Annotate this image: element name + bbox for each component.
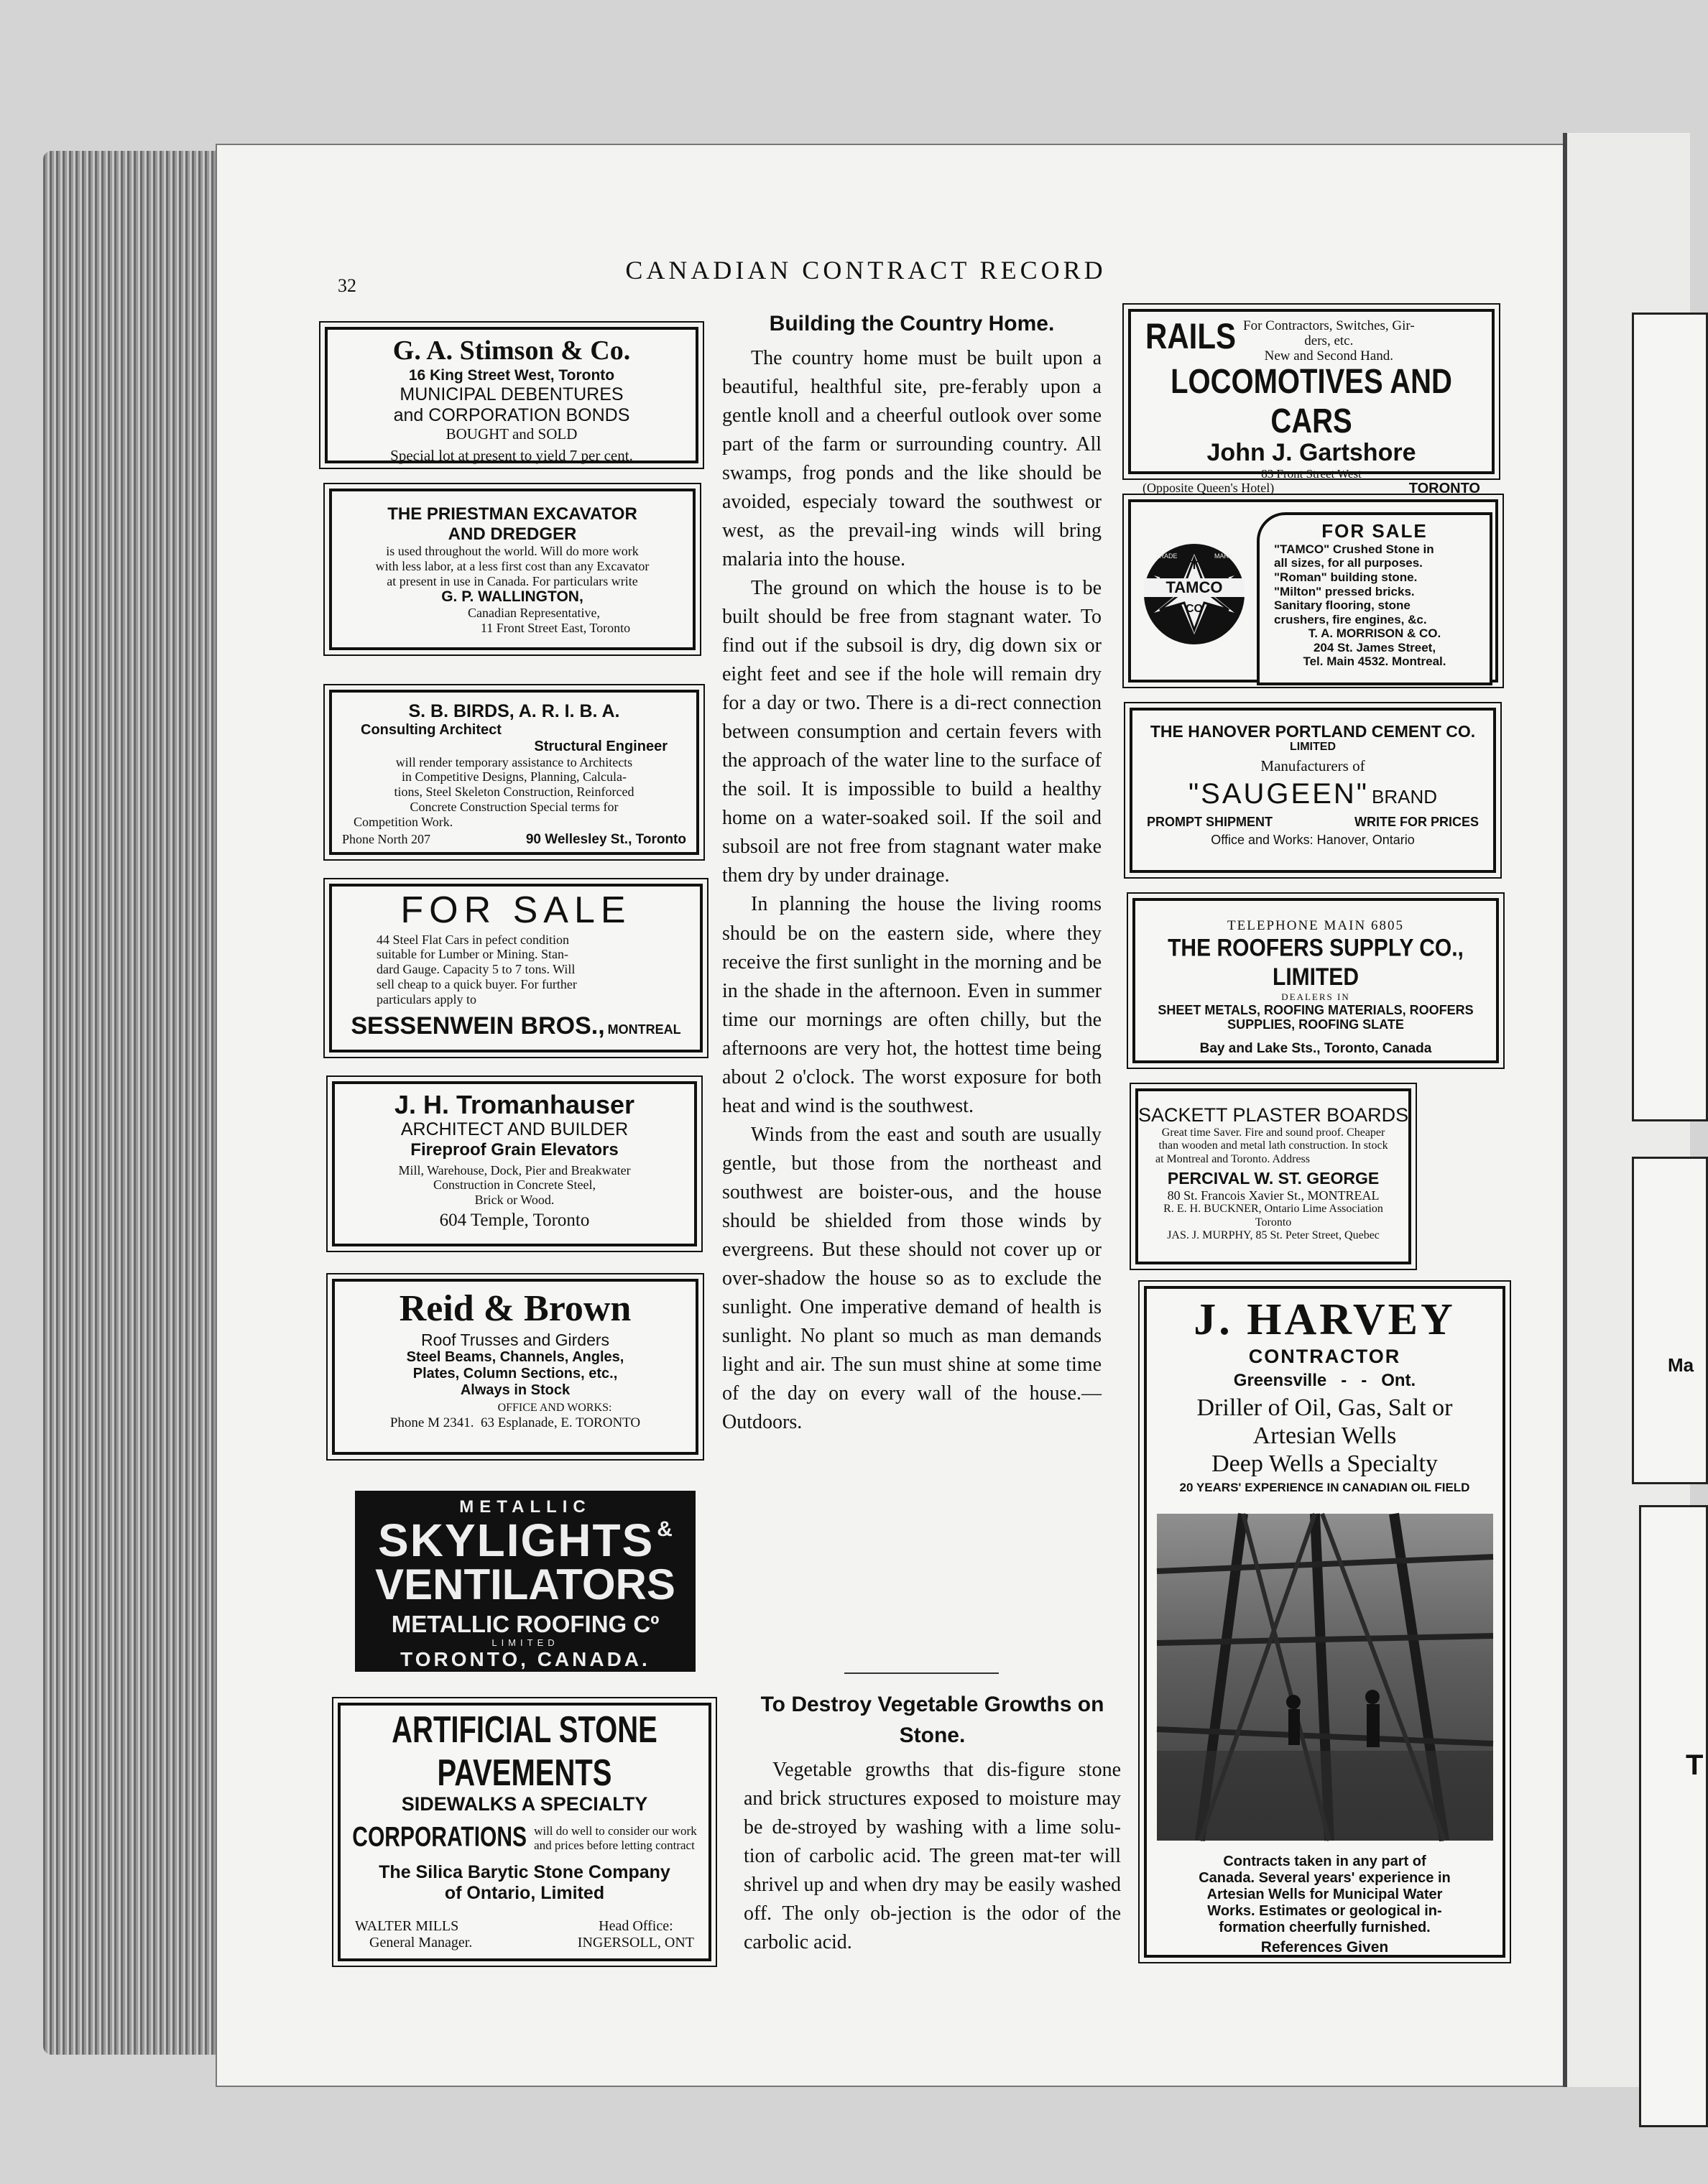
ad-text: (Opposite Queen's Hotel) — [1142, 481, 1275, 496]
ad-text: will do well to consider our work — [534, 1824, 697, 1838]
ad-company-name: G. A. Stimson & Co. — [392, 336, 631, 366]
ad-text: Works. Estimates or geological in- — [1207, 1902, 1442, 1919]
ad-tamco — [1128, 499, 1498, 682]
ad-title: AND DREDGER — [448, 524, 577, 544]
ad-rails — [1128, 309, 1495, 497]
ad-tromanhauser — [332, 1081, 697, 1246]
ad-text: WRITE FOR PRICES — [1354, 814, 1479, 829]
ad-address: 204 St. James Street, — [1313, 640, 1436, 654]
ad-text: "Roman" building stone. — [1274, 570, 1418, 584]
tamco-logo-letter: T — [1191, 560, 1198, 572]
ad-city: Toronto — [1255, 1216, 1292, 1228]
ad-text: Head Office: — [599, 1917, 673, 1934]
ad-company-name: T. A. MORRISON & CO. — [1308, 626, 1441, 641]
ad-text: Steel Beams, Channels, Angles, — [406, 1349, 624, 1366]
ad-company-name: THE ROOFERS SUPPLY CO., LIMITED — [1168, 934, 1464, 991]
ad-city: MONTREAL — [607, 1022, 681, 1037]
ad-agent: R. E. H. BUCKNER, Ontario Lime Association — [1163, 1203, 1383, 1216]
ad-title: SKYLIGHTS — [378, 1514, 655, 1566]
ad-city: Greensville - - Ont. — [1233, 1371, 1416, 1391]
ad-text: Great time Saver. Fire and sound proof. Cheaper — [1161, 1126, 1385, 1139]
ad-text: Deep Wells a Specialty — [1211, 1450, 1438, 1478]
ad-agent: PERCIVAL W. ST. GEORGE — [1167, 1169, 1380, 1188]
ad-text: References Given — [1260, 1938, 1389, 1956]
ad-text: Construction in Concrete Steel, — [433, 1177, 596, 1193]
ad-text: Plates, Column Sections, etc., — [412, 1366, 618, 1382]
ad-manager: WALTER MILLS — [355, 1917, 459, 1934]
ad-address: 11 Front Street East, Toronto — [480, 621, 631, 636]
ad-company-name: of Ontario, Limited — [444, 1882, 605, 1903]
ad-agent: G. P. WALLINGTON, — [441, 588, 583, 606]
ad-text: SUPPLIES, ROOFING SLATE — [1227, 1017, 1404, 1032]
ad-city: TORONTO, CANADA. — [400, 1648, 650, 1671]
ad-phone: Tel. Main 4532. Montreal. — [1303, 654, 1446, 669]
tamco-logo-letter: CO — [1186, 603, 1203, 615]
ad-for-sale-cars — [329, 884, 703, 1052]
ad-title: FOR SALE — [400, 889, 632, 931]
ad-text: MUNICIPAL DEBENTURES — [400, 384, 624, 404]
ad-address: Bay and Lake Sts., Toronto, Canada — [1199, 1041, 1432, 1057]
ad-text: at present in use in Canada. For particulars write — [387, 573, 638, 588]
facing-page-text: T — [1686, 1749, 1704, 1781]
ad-company-name: John J. Gartshore — [1206, 438, 1416, 466]
ad-text: General Manager. — [369, 1934, 473, 1951]
article-paragraph: Vegetable growths that dis-figure stone and brick structures exposed to moisture may be de-stroyed by washing with a lime solu-tion of carbolic acid. The green mat-ter will shrivel up and when dry may be easily washed off. The only ob-jection is the odor of the carbolic acid. — [744, 1758, 1121, 1953]
ad-text: Canada. Several years' experience in — [1199, 1869, 1451, 1886]
ad-text: OFFICE AND WORKS: — [497, 1402, 612, 1415]
ad-text: particulars apply to — [377, 991, 476, 1007]
book-page-edges — [43, 151, 230, 2055]
ad-text: ders, etc. — [1304, 333, 1354, 348]
ad-title: Consulting Architect — [361, 721, 502, 738]
ad-role: ARCHITECT AND BUILDER — [400, 1119, 629, 1140]
page-number: 32 — [338, 275, 356, 296]
ad-phone: Phone North 207 — [342, 832, 430, 847]
ad-address: Office and Works: Hanover, Ontario — [1211, 832, 1415, 847]
article-divider — [844, 1672, 999, 1674]
ad-text: BRAND — [1372, 785, 1438, 808]
ad-title: RAILS — [1145, 315, 1236, 356]
article-paragraph: In planning the house the living rooms should be on the eastern side, where they receive the first sunlight in the morning and be in the shade in the afternoon. Even in summer time our mornings are often chilly, but the afternoons are very hot, the hottest time being about 2 o'clock. The worst exposure for both heat and wind is the southwest. — [722, 893, 1102, 1117]
ad-company-name: THE HANOVER PORTLAND CEMENT CO. — [1150, 722, 1476, 741]
tamco-logo-text: TRADE — [1155, 552, 1178, 560]
ad-text: crushers, fire engines, &c. — [1274, 612, 1427, 626]
ad-text: 44 Steel Flat Cars in pefect condition — [377, 932, 569, 947]
ad-address: 83 Front Street West — [1261, 466, 1362, 481]
ad-priestman — [329, 489, 696, 650]
ad-harvey — [1144, 1286, 1505, 1958]
ad-text: Competition Work. — [354, 814, 453, 829]
facing-page-box — [1639, 1505, 1708, 2127]
ad-phone: TELEPHONE MAIN 6805 — [1227, 918, 1404, 933]
ad-text: BOUGHT and SOLD — [446, 425, 578, 443]
article-vegetable-growths — [744, 1690, 1121, 1957]
ad-text: PROMPT SHIPMENT — [1147, 814, 1273, 829]
ad-text: Sanitary flooring, stone — [1274, 598, 1411, 613]
ad-text: Driller of Oil, Gas, Salt or — [1196, 1394, 1453, 1421]
ad-role: CONTRACTOR — [1248, 1346, 1401, 1368]
ad-text: with less labor, at a less first cost than any Excavator — [375, 558, 650, 573]
ad-text: 20 YEARS' EXPERIENCE IN CANADIAN OIL FIELD — [1179, 1481, 1470, 1495]
facing-page-box — [1632, 313, 1708, 1121]
ad-company-name: The Silica Barytic Stone Company — [379, 1862, 670, 1883]
ad-address: 604 Temple, Toronto — [439, 1210, 590, 1230]
ad-company-name: S. B. BIRDS, A. R. I. B. A. — [408, 701, 620, 721]
ad-text: Mill, Warehouse, Dock, Pier and Breakwater — [398, 1162, 631, 1177]
article-title: To Destroy Vegetable Growths on Stone. — [760, 1693, 1104, 1747]
ad-text: formation cheerfully furnished. — [1219, 1919, 1431, 1935]
ad-title: Structural Engineer — [534, 738, 668, 754]
tamco-text-panel — [1257, 512, 1492, 685]
ad-phone: Phone M 2341. — [389, 1415, 474, 1430]
ad-title: ARTIFICIAL STONE PAVEMENTS — [392, 1709, 657, 1794]
ad-text: Artesian Wells — [1252, 1422, 1397, 1450]
ad-hanover — [1130, 708, 1496, 873]
ad-title: FOR SALE — [1321, 520, 1428, 542]
ad-text: "TAMCO" Crushed Stone in — [1274, 542, 1434, 556]
ad-address: 63 Esplanade, E. TORONTO — [480, 1415, 641, 1430]
facing-page-box — [1632, 1157, 1708, 1484]
ad-text: in Competitive Designs, Planning, Calcula- — [402, 769, 627, 785]
ad-reid-brown — [332, 1279, 698, 1455]
ad-text: tions, Steel Skeleton Construction, Reinforced — [394, 785, 634, 800]
ad-stone-pavements — [338, 1703, 711, 1961]
ad-text: suitable for Lumber or Mining. Stan- — [377, 947, 568, 962]
page-title: CANADIAN CONTRACT RECORD — [625, 256, 1107, 284]
ad-text: dard Gauge. Capacity 5 to 7 tons. Will — [377, 962, 576, 977]
ad-title: LOCOMOTIVES AND CARS — [1171, 362, 1452, 440]
ad-text: Concrete Construction Special terms for — [410, 799, 619, 814]
ad-text: all sizes, for all purposes. — [1274, 556, 1423, 570]
ad-title: THE PRIESTMAN EXCAVATOR — [387, 504, 637, 524]
ad-text: Roof Trusses and Girders — [420, 1330, 610, 1349]
ad-address: 90 Wellesley St., Toronto — [525, 832, 686, 848]
ad-company-name: Reid & Brown — [399, 1288, 632, 1329]
tamco-logo-text: MARK — [1214, 552, 1233, 560]
ad-text: and CORPORATION BONDS — [393, 404, 630, 425]
article-title: Building the Country Home. — [769, 312, 1055, 336]
ad-specialty: Fireproof Grain Elevators — [410, 1140, 619, 1160]
ad-text: Manufacturers of — [1260, 756, 1365, 774]
article-paragraph: The country home must be built upon a beautiful, healthful site, pre-ferably upon a gentle knoll and a cheerful outlook over some part of the farm or surrounding country. All swamps, frog ponds and the like should be avoided, especialy toward the southwest or west, as the prevail-ing winds will bring malaria into the house. — [722, 346, 1102, 571]
ad-text: METALLIC — [459, 1497, 591, 1517]
ad-text: "Milton" pressed bricks. — [1274, 584, 1415, 598]
facing-page-text: Ma — [1668, 1354, 1694, 1376]
ad-text: SIDEWALKS A SPECIALTY — [401, 1793, 648, 1815]
ad-company-name: METALLIC ROOFING Cº — [391, 1610, 660, 1637]
ad-address: 80 St. Francois Xavier St., MONTREAL — [1167, 1188, 1380, 1203]
ad-text: LIMITED — [1290, 741, 1336, 754]
ad-title: VENTILATORS — [375, 1560, 675, 1609]
ad-text: Artesian Wells for Municipal Water — [1206, 1886, 1443, 1902]
ad-text: New and Second Hand. — [1264, 348, 1394, 364]
ad-text: is used throughout the world. Will do more work — [386, 544, 639, 559]
ad-company-name: J. HARVEY — [1194, 1295, 1456, 1344]
ad-brand: "SAUGEEN" — [1188, 777, 1369, 810]
ad-text: Special lot at present to yield 7 per cent. — [390, 447, 633, 465]
ad-birds — [329, 690, 699, 855]
ad-text: and prices before letting contract — [534, 1838, 695, 1852]
ad-agent: JAS. J. MURPHY, 85 St. Peter Street, Quebec — [1167, 1229, 1380, 1242]
ad-text: at Montreal and Toronto. Address — [1155, 1152, 1310, 1165]
tamco-logo-text: TAMCO — [1144, 578, 1245, 597]
ad-text: SHEET METALS, ROOFING MATERIALS, ROOFERS — [1158, 1002, 1474, 1017]
facing-page — [1563, 133, 1704, 2087]
ad-text: For Contractors, Switches, Gir- — [1243, 318, 1415, 333]
ad-company-name: SESSENWEIN BROS., — [351, 1012, 605, 1040]
ad-text: than wooden and metal lath construction. In stock — [1158, 1139, 1388, 1152]
oil-derrick-illustration — [1157, 1514, 1493, 1841]
tamco-logo — [1144, 544, 1245, 644]
ad-stimson — [325, 327, 698, 463]
article-paragraph: Winds from the east and south are usually gentle, but those from the northeast and southwest are boister-ous, and the house should be shielded from those winds by evergreens. But these should not cover up or over-shadow the house so as to exclude the sunlight. One imperative demand of health is sunlight. No plant so much as man demands light and air. The sun must shine at some time of the day on every wall of the house.— Outdoors. — [722, 1123, 1102, 1434]
ad-roofers-supply — [1132, 898, 1499, 1063]
oil-derrick-photo — [1157, 1514, 1493, 1841]
ad-address: 16 King Street West, Toronto — [408, 366, 615, 384]
ad-text: Always in Stock — [460, 1382, 571, 1399]
ad-text: CORPORATIONS — [352, 1822, 527, 1854]
ad-text: Canadian Representative, — [468, 606, 600, 621]
ad-title: SACKETT PLASTER BOARDS — [1138, 1104, 1409, 1126]
ad-text: Contracts taken in any part of — [1223, 1853, 1426, 1869]
ad-sackett — [1135, 1088, 1411, 1264]
article-paragraph: The ground on which the house is to be built should be free from stagnant water. To find out if the subsoil is dry, dig down six or eight feet and see if the hole will remain dry for a day or two. There is a di-rect connection between consumption and certain fevers with the approach of the water line to the surface of the soil. It is impossible to build a healthy home on a water-soaked soil. If the soil and subsoil are not free from stagnant water make them dry by under drainage. — [722, 577, 1102, 887]
article-country-home — [722, 309, 1102, 1437]
ad-text: DEALERS IN — [1281, 991, 1350, 1002]
ad-text: LIMITED — [491, 1637, 559, 1648]
ad-text: Brick or Wood. — [474, 1193, 555, 1208]
ad-skylights — [355, 1491, 696, 1672]
ad-text: will render temporary assistance to Architects — [395, 754, 633, 769]
ad-text: sell cheap to a quick buyer. For further — [377, 976, 577, 991]
ad-city: TORONTO — [1408, 481, 1480, 497]
ad-address: INGERSOLL, ONT — [577, 1934, 694, 1951]
ad-text: & — [657, 1517, 673, 1541]
ad-company-name: J. H. Tromanhauser — [394, 1090, 635, 1119]
